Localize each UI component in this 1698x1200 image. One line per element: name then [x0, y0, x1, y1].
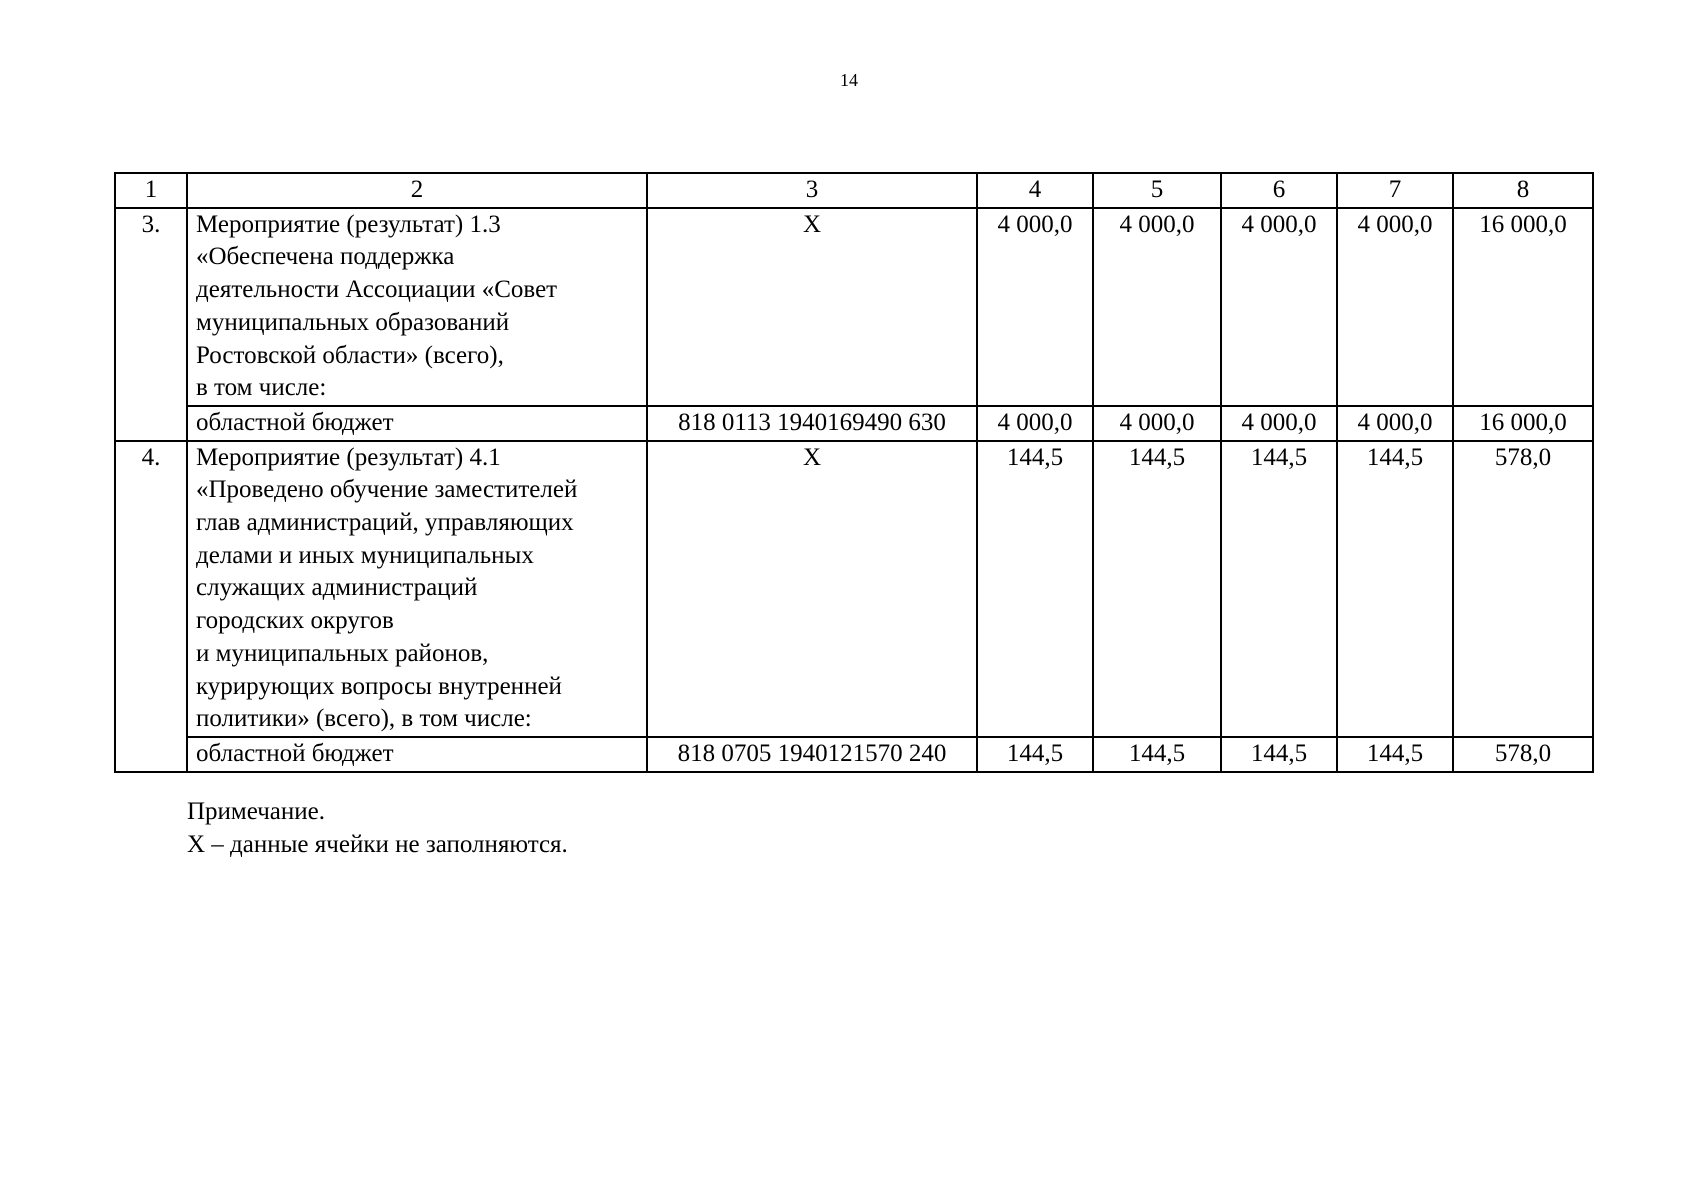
value-col-6: 4 000,0 — [1221, 406, 1337, 441]
value-col-4: 144,5 — [977, 441, 1093, 737]
header-cell-2: 2 — [187, 173, 647, 208]
activity-name-line: «Обеспечена поддержка — [196, 243, 455, 271]
budget-code: X — [647, 441, 977, 737]
activity-name-cell — [187, 441, 647, 737]
header-cell-8: 8 — [1453, 173, 1593, 208]
header-cell-3: 3 — [647, 173, 977, 208]
activity-name-line: служащих администраций — [196, 574, 478, 602]
activity-name-cell — [187, 208, 647, 406]
value-col-6: 144,5 — [1221, 441, 1337, 737]
value-col-7: 144,5 — [1337, 737, 1453, 772]
budget-code: 818 0705 1940121570 240 — [647, 737, 977, 772]
activity-name-line: «Проведено обучение заместителей — [196, 476, 578, 504]
value-total: 16 000,0 — [1453, 208, 1593, 406]
value-col-4: 144,5 — [977, 737, 1093, 772]
value-col-7: 4 000,0 — [1337, 406, 1453, 441]
header-cell-7: 7 — [1337, 173, 1453, 208]
value-col-6: 4 000,0 — [1221, 208, 1337, 406]
page-number: 14 — [840, 70, 858, 90]
header-cell-4: 4 — [977, 173, 1093, 208]
table-row — [115, 208, 1593, 406]
table-row — [115, 441, 1593, 737]
value-col-5: 144,5 — [1093, 737, 1221, 772]
value-col-4: 4 000,0 — [977, 208, 1093, 406]
row-number: 3. — [115, 208, 187, 441]
table-subrow — [115, 406, 1593, 441]
activity-name-line: городских округов — [196, 607, 394, 635]
activity-name-line: Мероприятие (результат) 1.3 — [196, 210, 501, 238]
activity-name-line: курирующих вопросы внутренней — [196, 672, 562, 700]
value-col-7: 4 000,0 — [1337, 208, 1453, 406]
activity-name-line: Ростовской области» (всего), — [196, 341, 504, 369]
value-col-4: 4 000,0 — [977, 406, 1093, 441]
table-header-row — [115, 173, 1593, 208]
budget-code: X — [647, 208, 977, 406]
value-col-5: 4 000,0 — [1093, 406, 1221, 441]
header-cell-5: 5 — [1093, 173, 1221, 208]
value-col-5: 144,5 — [1093, 441, 1221, 737]
activity-name-line: глав администраций, управляющих — [196, 509, 574, 537]
value-total: 578,0 — [1453, 737, 1593, 772]
budget-code: 818 0113 1940169490 630 — [647, 406, 977, 441]
activity-name-line: Мероприятие (результат) 4.1 — [196, 443, 501, 471]
footnote-text: X – данные ячейки не заполняются. — [187, 831, 568, 858]
value-total: 16 000,0 — [1453, 406, 1593, 441]
row-number: 4. — [115, 441, 187, 772]
funding-source: областной бюджет — [187, 737, 647, 772]
activity-name-line: и муниципальных районов, — [196, 639, 489, 667]
activity-name-line: в том числе: — [196, 374, 327, 402]
footnote-title: Примечание. — [187, 798, 326, 825]
activity-name-line: деятельности Ассоциации «Совет — [196, 276, 558, 304]
activity-name-line: муниципальных образований — [196, 308, 510, 336]
table-subrow — [115, 737, 1593, 772]
header-cell-6: 6 — [1221, 173, 1337, 208]
header-cell-1: 1 — [115, 173, 187, 208]
value-col-5: 4 000,0 — [1093, 208, 1221, 406]
value-total: 578,0 — [1453, 441, 1593, 737]
activity-name-line: политики» (всего), в том числе: — [196, 705, 532, 733]
value-col-6: 144,5 — [1221, 737, 1337, 772]
funding-source: областной бюджет — [187, 406, 647, 441]
activity-name-line: делами и иных муниципальных — [196, 541, 534, 569]
footnote — [187, 795, 568, 861]
budget-table — [114, 172, 1594, 773]
value-col-7: 144,5 — [1337, 441, 1453, 737]
